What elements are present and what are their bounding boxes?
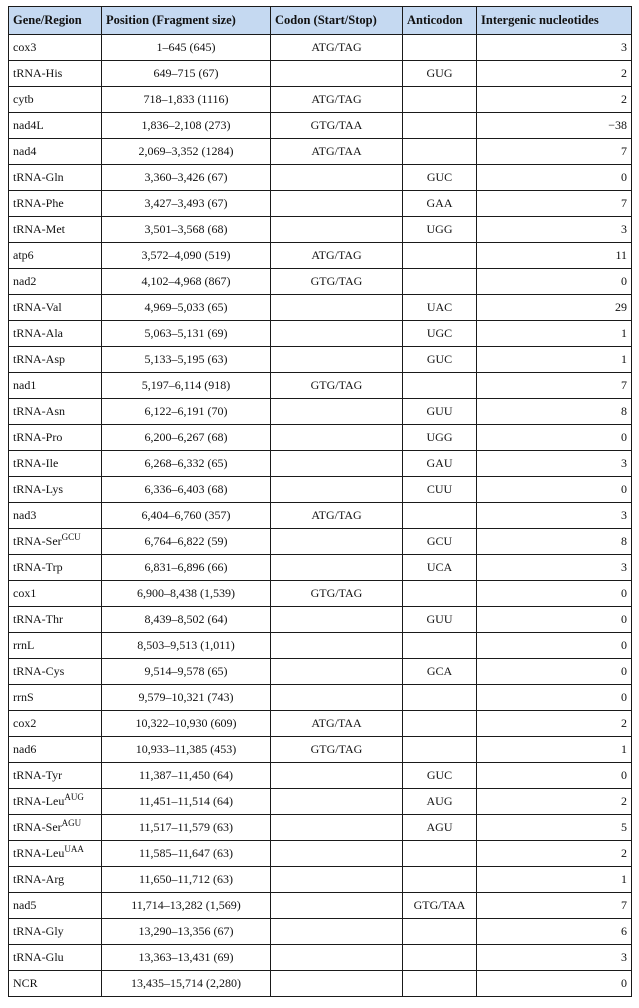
intergenic-cell: 2 bbox=[477, 789, 632, 815]
gene-name: rrnL bbox=[13, 638, 35, 652]
gene-name: NCR bbox=[13, 976, 38, 990]
gene-name: tRNA-Gly bbox=[13, 924, 64, 938]
intergenic-cell: 5 bbox=[477, 815, 632, 841]
table-row bbox=[9, 685, 632, 711]
position-cell: 8,503–9,513 (1,011) bbox=[102, 633, 271, 659]
codon-cell bbox=[271, 477, 403, 503]
table-row bbox=[9, 581, 632, 607]
gene-name: tRNA-Ser bbox=[13, 534, 62, 548]
gene-table bbox=[8, 6, 632, 997]
intergenic-cell: 1 bbox=[477, 321, 632, 347]
position-cell: 3,427–3,493 (67) bbox=[102, 191, 271, 217]
position-cell: 11,714–13,282 (1,569) bbox=[102, 893, 271, 919]
position-cell: 13,290–13,356 (67) bbox=[102, 919, 271, 945]
intergenic-cell: 8 bbox=[477, 529, 632, 555]
codon-cell bbox=[271, 529, 403, 555]
position-cell: 3,501–3,568 (68) bbox=[102, 217, 271, 243]
codon-cell bbox=[271, 217, 403, 243]
codon-cell: GTG/TAG bbox=[271, 737, 403, 763]
gene-cell bbox=[9, 269, 102, 295]
position-cell: 10,933–11,385 (453) bbox=[102, 737, 271, 763]
gene-cell bbox=[9, 763, 102, 789]
anticodon-cell bbox=[403, 581, 477, 607]
position-cell: 3,572–4,090 (519) bbox=[102, 243, 271, 269]
gene-cell bbox=[9, 659, 102, 685]
gene-cell bbox=[9, 529, 102, 555]
position-cell: 6,200–6,267 (68) bbox=[102, 425, 271, 451]
intergenic-cell: 3 bbox=[477, 35, 632, 61]
gene-name: tRNA-Asp bbox=[13, 352, 66, 366]
gene-cell bbox=[9, 321, 102, 347]
position-cell: 2,069–3,352 (1284) bbox=[102, 139, 271, 165]
gene-name: tRNA-Trp bbox=[13, 560, 63, 574]
position-cell: 1–645 (645) bbox=[102, 35, 271, 61]
codon-cell: GTG/TAG bbox=[271, 581, 403, 607]
intergenic-cell: 3 bbox=[477, 555, 632, 581]
gene-cell bbox=[9, 867, 102, 893]
anticodon-cell: GUG bbox=[403, 61, 477, 87]
gene-name: nad6 bbox=[13, 742, 37, 756]
anticodon-cell bbox=[403, 945, 477, 971]
anticodon-cell: CUU bbox=[403, 477, 477, 503]
codon-cell bbox=[271, 165, 403, 191]
intergenic-cell: 3 bbox=[477, 945, 632, 971]
gene-cell bbox=[9, 945, 102, 971]
gene-cell bbox=[9, 139, 102, 165]
codon-cell: GTG/TAA bbox=[271, 113, 403, 139]
intergenic-cell: 7 bbox=[477, 373, 632, 399]
position-cell: 6,900–8,438 (1,539) bbox=[102, 581, 271, 607]
position-cell: 8,439–8,502 (64) bbox=[102, 607, 271, 633]
gene-cell bbox=[9, 295, 102, 321]
position-cell: 11,387–11,450 (64) bbox=[102, 763, 271, 789]
gene-name: nad4 bbox=[13, 144, 37, 158]
position-cell: 4,102–4,968 (867) bbox=[102, 269, 271, 295]
position-cell: 718–1,833 (1116) bbox=[102, 87, 271, 113]
codon-cell bbox=[271, 425, 403, 451]
table-row bbox=[9, 737, 632, 763]
anticodon-cell bbox=[403, 503, 477, 529]
codon-cell: ATG/TAG bbox=[271, 503, 403, 529]
intergenic-cell: 29 bbox=[477, 295, 632, 321]
gene-name: cox1 bbox=[13, 586, 37, 600]
intergenic-cell: 0 bbox=[477, 269, 632, 295]
anticodon-cell: UAC bbox=[403, 295, 477, 321]
codon-cell: ATG/TAG bbox=[271, 87, 403, 113]
table-row bbox=[9, 867, 632, 893]
table-row bbox=[9, 165, 632, 191]
header-position: Position (Fragment size) bbox=[102, 7, 271, 35]
table-body bbox=[9, 35, 632, 997]
gene-cell bbox=[9, 61, 102, 87]
gene-cell bbox=[9, 919, 102, 945]
anticodon-cell bbox=[403, 633, 477, 659]
gene-cell bbox=[9, 503, 102, 529]
gene-cell bbox=[9, 555, 102, 581]
anticodon-cell bbox=[403, 35, 477, 61]
position-cell: 11,585–11,647 (63) bbox=[102, 841, 271, 867]
intergenic-cell: 1 bbox=[477, 737, 632, 763]
gene-name: nad4L bbox=[13, 118, 44, 132]
anticodon-cell bbox=[403, 113, 477, 139]
intergenic-cell: 2 bbox=[477, 61, 632, 87]
position-cell: 6,268–6,332 (65) bbox=[102, 451, 271, 477]
table-row bbox=[9, 477, 632, 503]
anticodon-cell: GCU bbox=[403, 529, 477, 555]
codon-cell bbox=[271, 555, 403, 581]
codon-cell bbox=[271, 815, 403, 841]
intergenic-cell: 11 bbox=[477, 243, 632, 269]
intergenic-cell: −38 bbox=[477, 113, 632, 139]
table-row bbox=[9, 451, 632, 477]
intergenic-cell: 0 bbox=[477, 425, 632, 451]
anticodon-cell: GUC bbox=[403, 347, 477, 373]
gene-cell bbox=[9, 607, 102, 633]
gene-name: nad1 bbox=[13, 378, 37, 392]
gene-name: tRNA-Lys bbox=[13, 482, 64, 496]
table-row bbox=[9, 373, 632, 399]
gene-name: cytb bbox=[13, 92, 34, 106]
codon-cell bbox=[271, 971, 403, 997]
codon-cell: GTG/TAG bbox=[271, 269, 403, 295]
codon-cell bbox=[271, 61, 403, 87]
gene-name: nad5 bbox=[13, 898, 37, 912]
gene-cell bbox=[9, 737, 102, 763]
anticodon-cell bbox=[403, 971, 477, 997]
gene-cell bbox=[9, 971, 102, 997]
anticodon-cell bbox=[403, 685, 477, 711]
anticodon-cell: GUC bbox=[403, 763, 477, 789]
intergenic-cell: 3 bbox=[477, 503, 632, 529]
gene-cell bbox=[9, 815, 102, 841]
codon-cell: ATG/TAG bbox=[271, 35, 403, 61]
gene-superscript: GCU bbox=[61, 532, 81, 542]
gene-name: tRNA-Leu bbox=[13, 794, 65, 808]
anticodon-cell: GTG/TAA bbox=[403, 893, 477, 919]
position-cell: 6,764–6,822 (59) bbox=[102, 529, 271, 555]
gene-name: tRNA-Ser bbox=[13, 820, 62, 834]
gene-cell bbox=[9, 87, 102, 113]
gene-name: tRNA-His bbox=[13, 66, 63, 80]
gene-cell bbox=[9, 373, 102, 399]
gene-superscript: UAA bbox=[64, 844, 84, 854]
table-row bbox=[9, 893, 632, 919]
gene-cell bbox=[9, 347, 102, 373]
anticodon-cell bbox=[403, 919, 477, 945]
gene-name: nad2 bbox=[13, 274, 37, 288]
position-cell: 6,404–6,760 (357) bbox=[102, 503, 271, 529]
intergenic-cell: 2 bbox=[477, 87, 632, 113]
gene-cell bbox=[9, 425, 102, 451]
position-cell: 5,063–5,131 (69) bbox=[102, 321, 271, 347]
table-row bbox=[9, 815, 632, 841]
table-row bbox=[9, 139, 632, 165]
gene-cell bbox=[9, 685, 102, 711]
anticodon-cell bbox=[403, 867, 477, 893]
anticodon-cell: GUU bbox=[403, 607, 477, 633]
table-row bbox=[9, 841, 632, 867]
gene-name: atp6 bbox=[13, 248, 34, 262]
gene-cell bbox=[9, 191, 102, 217]
codon-cell: ATG/TAA bbox=[271, 711, 403, 737]
gene-cell bbox=[9, 165, 102, 191]
intergenic-cell: 7 bbox=[477, 893, 632, 919]
intergenic-cell: 6 bbox=[477, 919, 632, 945]
intergenic-cell: 3 bbox=[477, 451, 632, 477]
table-row bbox=[9, 35, 632, 61]
table-row bbox=[9, 607, 632, 633]
gene-name: tRNA-Val bbox=[13, 300, 62, 314]
position-cell: 5,197–6,114 (918) bbox=[102, 373, 271, 399]
gene-name: rrnS bbox=[13, 690, 34, 704]
intergenic-cell: 7 bbox=[477, 139, 632, 165]
codon-cell bbox=[271, 685, 403, 711]
position-cell: 11,451–11,514 (64) bbox=[102, 789, 271, 815]
gene-name: tRNA-Tyr bbox=[13, 768, 63, 782]
table-row bbox=[9, 971, 632, 997]
gene-name: tRNA-Phe bbox=[13, 196, 64, 210]
gene-cell bbox=[9, 35, 102, 61]
codon-cell bbox=[271, 789, 403, 815]
table-row bbox=[9, 919, 632, 945]
anticodon-cell: UGG bbox=[403, 217, 477, 243]
anticodon-cell: UCA bbox=[403, 555, 477, 581]
codon-cell bbox=[271, 347, 403, 373]
codon-cell bbox=[271, 763, 403, 789]
intergenic-cell: 0 bbox=[477, 633, 632, 659]
gene-name: tRNA-Thr bbox=[13, 612, 63, 626]
anticodon-cell: GAA bbox=[403, 191, 477, 217]
table-row bbox=[9, 295, 632, 321]
anticodon-cell bbox=[403, 737, 477, 763]
gene-name: tRNA-Cys bbox=[13, 664, 65, 678]
codon-cell bbox=[271, 893, 403, 919]
codon-cell bbox=[271, 633, 403, 659]
position-cell: 6,122–6,191 (70) bbox=[102, 399, 271, 425]
anticodon-cell: GAU bbox=[403, 451, 477, 477]
gene-cell bbox=[9, 243, 102, 269]
gene-name: cox3 bbox=[13, 40, 37, 54]
codon-cell bbox=[271, 945, 403, 971]
codon-cell bbox=[271, 867, 403, 893]
position-cell: 6,336–6,403 (68) bbox=[102, 477, 271, 503]
gene-cell bbox=[9, 841, 102, 867]
intergenic-cell: 0 bbox=[477, 685, 632, 711]
intergenic-cell: 1 bbox=[477, 867, 632, 893]
anticodon-cell bbox=[403, 711, 477, 737]
table-row bbox=[9, 425, 632, 451]
position-cell: 3,360–3,426 (67) bbox=[102, 165, 271, 191]
table-row bbox=[9, 61, 632, 87]
gene-cell bbox=[9, 633, 102, 659]
table-row bbox=[9, 217, 632, 243]
intergenic-cell: 0 bbox=[477, 763, 632, 789]
table-row bbox=[9, 529, 632, 555]
anticodon-cell bbox=[403, 269, 477, 295]
anticodon-cell bbox=[403, 87, 477, 113]
intergenic-cell: 7 bbox=[477, 191, 632, 217]
header-anticodon: Anticodon bbox=[403, 7, 477, 35]
anticodon-cell bbox=[403, 841, 477, 867]
position-cell: 649–715 (67) bbox=[102, 61, 271, 87]
header-row bbox=[9, 7, 632, 35]
codon-cell bbox=[271, 295, 403, 321]
position-cell: 9,514–9,578 (65) bbox=[102, 659, 271, 685]
intergenic-cell: 2 bbox=[477, 841, 632, 867]
gene-cell bbox=[9, 581, 102, 607]
intergenic-cell: 8 bbox=[477, 399, 632, 425]
position-cell: 9,579–10,321 (743) bbox=[102, 685, 271, 711]
table-row bbox=[9, 269, 632, 295]
anticodon-cell: AUG bbox=[403, 789, 477, 815]
anticodon-cell: AGU bbox=[403, 815, 477, 841]
position-cell: 11,650–11,712 (63) bbox=[102, 867, 271, 893]
gene-name: nad3 bbox=[13, 508, 37, 522]
intergenic-cell: 0 bbox=[477, 477, 632, 503]
anticodon-cell bbox=[403, 139, 477, 165]
table-row bbox=[9, 503, 632, 529]
codon-cell bbox=[271, 841, 403, 867]
gene-name: cox2 bbox=[13, 716, 37, 730]
anticodon-cell: GUC bbox=[403, 165, 477, 191]
gene-name: tRNA-Ile bbox=[13, 456, 59, 470]
gene-name: tRNA-Gln bbox=[13, 170, 64, 184]
codon-cell: GTG/TAG bbox=[271, 373, 403, 399]
anticodon-cell: GCA bbox=[403, 659, 477, 685]
gene-name: tRNA-Leu bbox=[13, 846, 65, 860]
table-row bbox=[9, 789, 632, 815]
codon-cell: ATG/TAG bbox=[271, 243, 403, 269]
gene-name: tRNA-Met bbox=[13, 222, 65, 236]
intergenic-cell: 0 bbox=[477, 581, 632, 607]
gene-name: tRNA-Arg bbox=[13, 872, 65, 886]
codon-cell bbox=[271, 607, 403, 633]
table-row bbox=[9, 347, 632, 373]
codon-cell bbox=[271, 919, 403, 945]
gene-superscript: AGU bbox=[61, 818, 82, 828]
gene-cell bbox=[9, 113, 102, 139]
anticodon-cell: UGG bbox=[403, 425, 477, 451]
gene-name: tRNA-Pro bbox=[13, 430, 63, 444]
anticodon-cell bbox=[403, 373, 477, 399]
header-gene-region: Gene/Region bbox=[9, 7, 102, 35]
gene-superscript: AUG bbox=[64, 792, 84, 802]
table-row bbox=[9, 659, 632, 685]
position-cell: 13,363–13,431 (69) bbox=[102, 945, 271, 971]
anticodon-cell: UGC bbox=[403, 321, 477, 347]
gene-name: tRNA-Glu bbox=[13, 950, 64, 964]
intergenic-cell: 0 bbox=[477, 971, 632, 997]
codon-cell bbox=[271, 191, 403, 217]
table-row bbox=[9, 399, 632, 425]
table-row bbox=[9, 243, 632, 269]
table-row bbox=[9, 945, 632, 971]
intergenic-cell: 1 bbox=[477, 347, 632, 373]
gene-cell bbox=[9, 893, 102, 919]
codon-cell: ATG/TAA bbox=[271, 139, 403, 165]
header-codon: Codon (Start/Stop) bbox=[271, 7, 403, 35]
position-cell: 13,435–15,714 (2,280) bbox=[102, 971, 271, 997]
gene-cell bbox=[9, 789, 102, 815]
intergenic-cell: 2 bbox=[477, 711, 632, 737]
intergenic-cell: 0 bbox=[477, 165, 632, 191]
gene-cell bbox=[9, 217, 102, 243]
intergenic-cell: 0 bbox=[477, 659, 632, 685]
codon-cell bbox=[271, 399, 403, 425]
intergenic-cell: 3 bbox=[477, 217, 632, 243]
table-row bbox=[9, 633, 632, 659]
table-row bbox=[9, 191, 632, 217]
gene-cell bbox=[9, 711, 102, 737]
position-cell: 4,969–5,033 (65) bbox=[102, 295, 271, 321]
position-cell: 1,836–2,108 (273) bbox=[102, 113, 271, 139]
position-cell: 10,322–10,930 (609) bbox=[102, 711, 271, 737]
gene-cell bbox=[9, 451, 102, 477]
anticodon-cell bbox=[403, 243, 477, 269]
codon-cell bbox=[271, 659, 403, 685]
gene-name: tRNA-Asn bbox=[13, 404, 66, 418]
anticodon-cell: GUU bbox=[403, 399, 477, 425]
intergenic-cell: 0 bbox=[477, 607, 632, 633]
table-row bbox=[9, 711, 632, 737]
table-row bbox=[9, 763, 632, 789]
position-cell: 11,517–11,579 (63) bbox=[102, 815, 271, 841]
gene-cell bbox=[9, 399, 102, 425]
position-cell: 5,133–5,195 (63) bbox=[102, 347, 271, 373]
codon-cell bbox=[271, 321, 403, 347]
table-row bbox=[9, 555, 632, 581]
gene-name: tRNA-Ala bbox=[13, 326, 63, 340]
codon-cell bbox=[271, 451, 403, 477]
table-row bbox=[9, 113, 632, 139]
table-row bbox=[9, 321, 632, 347]
position-cell: 6,831–6,896 (66) bbox=[102, 555, 271, 581]
header-intergenic: Intergenic nucleotides bbox=[477, 7, 632, 35]
table-row bbox=[9, 87, 632, 113]
gene-cell bbox=[9, 477, 102, 503]
